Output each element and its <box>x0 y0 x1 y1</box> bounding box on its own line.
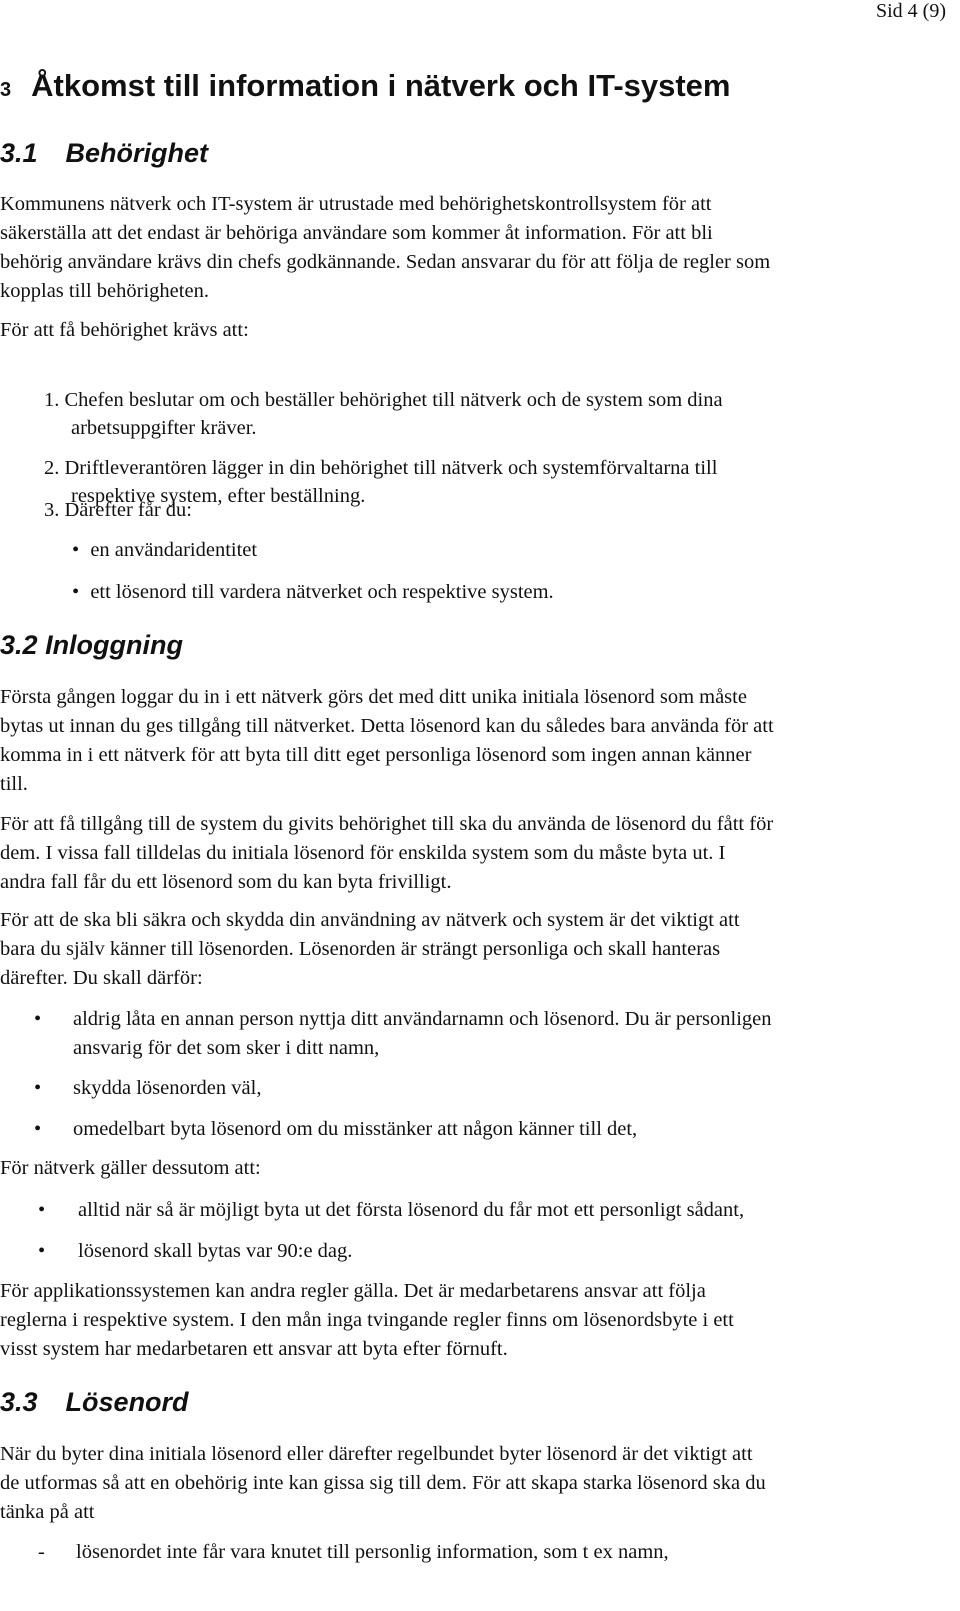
section-number: 3.1 <box>0 138 38 168</box>
section-title: Åtkomst till information i nätverk och IT-system <box>31 68 731 103</box>
list-item-text: skydda lösenorden väl, <box>73 1077 262 1099</box>
section-title: Inloggning <box>45 630 184 660</box>
page-number: Sid 4 (9) <box>876 0 946 22</box>
section-number: 3 <box>0 79 12 101</box>
network-lead: För nätverk gäller dessutom att: <box>0 1157 261 1179</box>
list-item-text: lösenord skall bytas var 90:e dag. <box>78 1240 353 1262</box>
dash-icon: - <box>38 1541 45 1563</box>
step-text: 1. Chefen beslutar om och beställer behörighet till nätverk och de system som dina arbetsuppgifter kräver. <box>44 389 723 439</box>
bullet-icon: • <box>38 1199 46 1221</box>
bullet-icon: • <box>72 539 80 561</box>
step-text: 3. Därefter får du: <box>44 499 192 521</box>
section-3-2-heading <box>0 630 183 661</box>
section-title: Behörighet <box>65 138 209 168</box>
list-item-text: en användaridentitet <box>90 539 258 561</box>
section-number: 3.3 <box>0 1387 38 1417</box>
inloggning-paragraph-2: För att få tillgång till de system du givits behörighet till ska du använda de lösenord du fått för dem. I vissa fall tilldelas du initiala lösenord för enskilda system som du måste byta ut. I andra fall får du ett lösenord som du kan byta frivilligt. <box>0 813 774 893</box>
step-3 <box>44 496 944 524</box>
bullet-icon: • <box>38 1240 46 1262</box>
inloggning-paragraph-1: Första gången loggar du in i ett nätverk görs det med ditt unika initiala lösenord som måste bytas ut innan du ges tillgång till nätverket. Detta lösenord kan du således bara använda för att komma in i ett nätverk för att byta till ditt eget personliga lösenord som ingen annan känner till. <box>0 686 774 795</box>
losenord-intro: När du byter dina initiala lösenord eller därefter regelbundet byter lösenord är det viktigt att de utformas så att en obehörig inte kan gissa sig till dem. För att skapa starka lösenord ska du tänka på att <box>0 1443 766 1523</box>
bullet-icon: • <box>34 1118 42 1140</box>
list-item-text: alltid när så är möjligt byta ut det första lösenord du får mot ett personligt sådant, <box>78 1199 745 1221</box>
list-item <box>72 578 554 607</box>
applikation-paragraph: För applikationssystemen kan andra regler gälla. Det är medarbetarens ansvar att följa reglerna i respektive system. I den mån inga tvingande regler finns om lösenordsbyte i ett visst system har medarbetaren ett ansvar att byta efter förnuft. <box>0 1280 734 1360</box>
section-number: 3.2 <box>0 630 38 660</box>
section-3-1-heading <box>0 138 208 169</box>
list-item-text: omedelbart byta lösenord om du misstänker att någon känner till det, <box>73 1118 638 1140</box>
section-3-heading <box>0 68 731 104</box>
list-item <box>38 1196 948 1225</box>
list-item-text: aldrig låta en annan person nyttja ditt användarnamn och lösenord. Du är personligen ansvarig för det som sker i ditt namn, <box>73 1008 772 1059</box>
bullet-icon: • <box>34 1008 42 1030</box>
list-item <box>34 1074 944 1103</box>
bullet-icon: • <box>34 1077 42 1099</box>
bullet-icon: • <box>72 581 80 603</box>
list-item <box>72 536 257 565</box>
list-item-text: ett lösenord till vardera nätverket och respektive system. <box>90 581 554 603</box>
section-3-3-heading <box>0 1387 189 1418</box>
list-item <box>34 1115 944 1144</box>
list-item <box>38 1237 948 1266</box>
list-item-text: lösenordet inte får vara knutet till personlig information, som t ex namn, <box>76 1541 669 1563</box>
requirements-lead: För att få behörighet krävs att: <box>0 319 249 341</box>
behorighet-intro: Kommunens nätverk och IT-system är utrustade med behörighetskontrollsystem för att säkerställa att det endast är behöriga användare som kommer åt information. För att bli behörig användare krävs din chefs godkännande. Sedan ansvarar du för att följa de regler som kopplas till behörigheten. <box>0 193 771 302</box>
step-text: 2. Driftleverantören lägger in din behörighet till nätverk och systemförvaltarna till respektive system, efter beställning. <box>44 457 718 507</box>
inloggning-paragraph-3: För att de ska bli säkra och skydda din användning av nätverk och system är det viktigt att bara du själv känner till lösenorden. Lösenorden är strängt personliga och skall hanteras därefter. Du skall därför: <box>0 909 740 989</box>
list-item <box>38 1538 948 1567</box>
list-item <box>34 1005 944 1063</box>
section-title: Lösenord <box>65 1387 189 1417</box>
